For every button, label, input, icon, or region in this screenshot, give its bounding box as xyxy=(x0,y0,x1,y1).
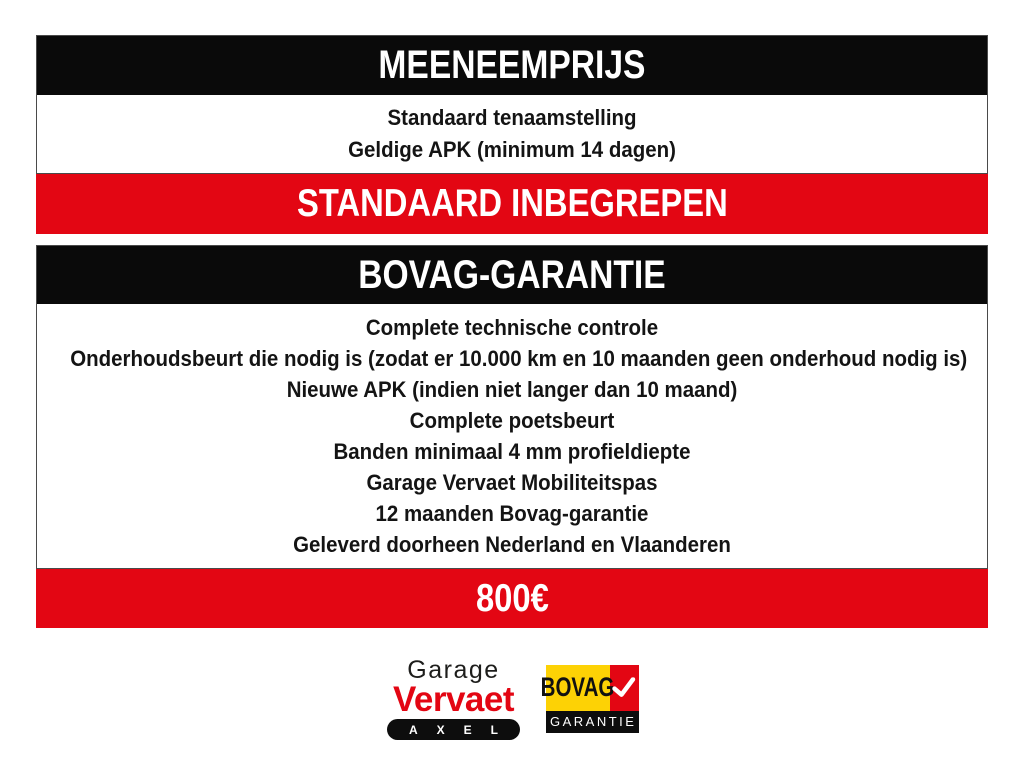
meeneemprijs-box xyxy=(36,35,988,174)
bovag-logo-label: BOVAG xyxy=(540,672,615,702)
bovag-garantie-header xyxy=(37,246,987,304)
bovag-garantie-label: GARANTIE xyxy=(550,714,637,729)
meeneemprijs-items xyxy=(37,95,987,173)
list-item: Garage Vervaet Mobiliteitspas xyxy=(366,470,658,495)
price-banner xyxy=(36,569,988,628)
list-item: Geldige APK (minimum 14 dagen) xyxy=(348,137,676,162)
axel-badge-label: AXEL xyxy=(408,722,517,737)
meeneemprijs-header xyxy=(37,36,987,95)
vervaet-logo-word-garage: Garage xyxy=(407,656,500,684)
garage-vervaet-logo xyxy=(386,657,522,740)
bovag-garantie-items xyxy=(37,304,987,568)
bovag-garantie-box xyxy=(36,245,988,569)
section-gap xyxy=(36,234,988,245)
standaard-inbegrepen-banner xyxy=(36,174,988,234)
bovag-garantie-logo xyxy=(540,665,639,733)
list-item: Geleverd doorheen Nederland en Vlaanderen xyxy=(293,532,731,557)
list-item: 12 maanden Bovag-garantie xyxy=(375,501,649,526)
list-item: Complete technische controle xyxy=(365,315,659,340)
meeneemprijs-title: MEENEEMPRIJS xyxy=(378,43,646,87)
vervaet-logo-word-vervaet: Vervaet xyxy=(392,680,515,719)
price-label: 800€ xyxy=(475,576,549,620)
list-item: Standaard tenaamstelling xyxy=(387,105,637,130)
list-item: Nieuwe APK (indien niet langer dan 10 maand) xyxy=(286,377,738,402)
bovag-garantie-title: BOVAG-GARANTIE xyxy=(358,252,666,297)
standaard-inbegrepen-label: STANDAARD INBEGREPEN xyxy=(296,182,728,225)
price-info-poster xyxy=(36,35,988,740)
list-item: Complete poetsbeurt xyxy=(409,408,615,433)
logo-footer xyxy=(36,657,988,740)
list-item: Onderhoudsbeurt die nodig is (zodat er 10.000 km en 10 maanden geen onderhoud nodig is) xyxy=(70,346,968,371)
checkmark-icon xyxy=(611,677,636,698)
axel-badge xyxy=(387,719,520,740)
list-item: Banden minimaal 4 mm profieldiepte xyxy=(333,439,691,464)
